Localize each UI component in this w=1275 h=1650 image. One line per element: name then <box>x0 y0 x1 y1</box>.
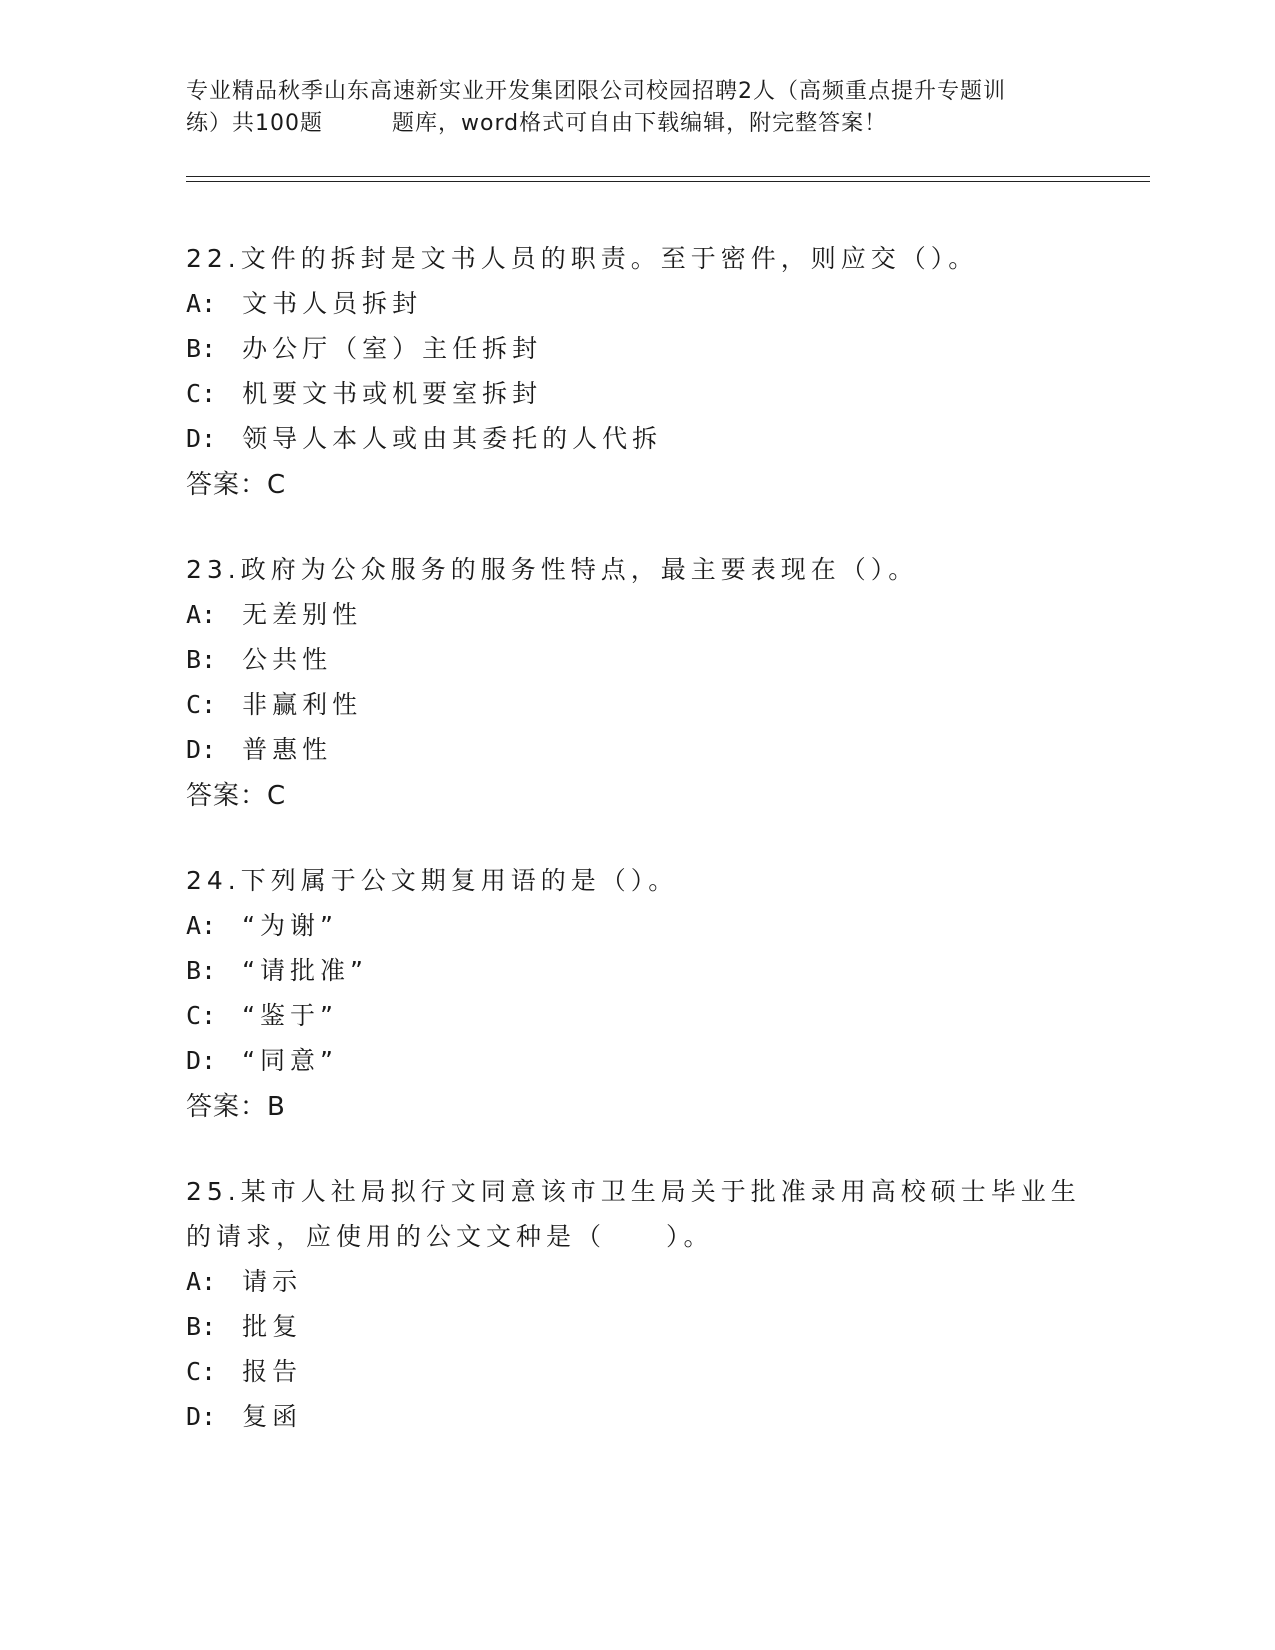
option-a <box>186 1259 1106 1304</box>
option-letter: D: <box>186 735 217 764</box>
question-stem: 24.下列属于公文期复用语的是（）。 <box>186 866 679 895</box>
option-letter: C: <box>186 379 217 408</box>
question-stem: 25.某市人社局拟行文同意该市卫生局关于批准录用高校硕士毕业生的请求，应使用的公文文种是（ ）。 <box>186 1177 1081 1251</box>
option-letter: C: <box>186 690 217 719</box>
option-text: “请批准” <box>242 956 369 985</box>
option-letter: B: <box>186 645 217 674</box>
option-b <box>186 1304 1106 1349</box>
option-a <box>186 281 1106 326</box>
option-letter: B: <box>186 956 217 985</box>
option-text: 非赢利性 <box>242 690 363 719</box>
option-d <box>186 727 1106 772</box>
option-text: “鉴于” <box>242 1001 339 1030</box>
document-header <box>186 76 1086 140</box>
option-text: 普惠性 <box>242 735 333 764</box>
option-letter: C: <box>186 1001 217 1030</box>
option-letter: B: <box>186 334 217 363</box>
option-letter: D: <box>186 424 217 453</box>
answer-line: 答案：C <box>186 781 287 811</box>
option-a <box>186 903 1106 948</box>
option-b <box>186 948 1106 993</box>
option-text: 复函 <box>242 1402 303 1431</box>
document-title-line-2: 练）共100题 题库，word格式可自由下载编辑，附完整答案！ <box>186 111 888 136</box>
option-text: 文书人员拆封 <box>242 289 423 318</box>
option-b <box>186 637 1106 682</box>
question-22 <box>186 236 1106 507</box>
option-letter: D: <box>186 1402 217 1431</box>
option-text: 报告 <box>242 1357 303 1386</box>
option-letter: C: <box>186 1357 217 1386</box>
option-c <box>186 1349 1106 1394</box>
option-letter: D: <box>186 1046 217 1075</box>
option-text: 机要文书或机要室拆封 <box>242 379 543 408</box>
option-d <box>186 416 1106 461</box>
option-text: “同意” <box>242 1046 339 1075</box>
option-d <box>186 1394 1106 1439</box>
document-title-line-1: 专业精品秋季山东高速新实业开发集团限公司校园招聘2人（高频重点提升专题训 <box>186 79 1006 104</box>
question-25 <box>186 1169 1106 1439</box>
question-23 <box>186 547 1106 818</box>
header-divider <box>186 176 1150 182</box>
option-c <box>186 682 1106 727</box>
option-letter: A: <box>186 289 217 318</box>
option-d <box>186 1038 1106 1083</box>
answer-line: 答案：B <box>186 1092 286 1122</box>
option-c <box>186 993 1106 1038</box>
option-c <box>186 371 1106 416</box>
option-a <box>186 592 1106 637</box>
question-stem: 22.文件的拆封是文书人员的职责。至于密件，则应交（）。 <box>186 244 979 273</box>
answer-line: 答案：C <box>186 470 287 500</box>
option-text: 办公厅（室）主任拆封 <box>242 334 543 363</box>
option-letter: A: <box>186 1267 217 1296</box>
option-text: 批复 <box>242 1312 303 1341</box>
question-stem: 23.政府为公众服务的服务性特点，最主要表现在（）。 <box>186 555 919 584</box>
option-letter: A: <box>186 911 217 940</box>
option-text: “为谢” <box>242 911 339 940</box>
option-text: 请示 <box>242 1267 303 1296</box>
question-list <box>186 236 1106 1479</box>
option-letter: B: <box>186 1312 217 1341</box>
option-text: 领导人本人或由其委托的人代拆 <box>242 424 663 453</box>
option-text: 公共性 <box>242 645 333 674</box>
question-24 <box>186 858 1106 1129</box>
option-letter: A: <box>186 600 217 629</box>
option-b <box>186 326 1106 371</box>
option-text: 无差别性 <box>242 600 363 629</box>
